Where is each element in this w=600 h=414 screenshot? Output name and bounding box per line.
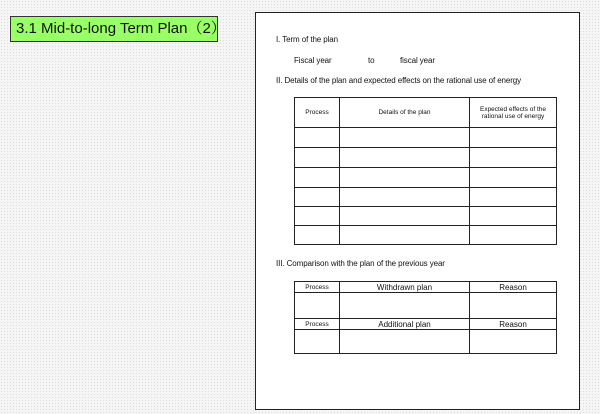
- additional-process-cell[interactable]: [295, 330, 340, 354]
- table-row: [295, 128, 557, 148]
- additional-entry-row: [295, 330, 557, 354]
- comparison-table: [294, 281, 557, 354]
- effects-cell[interactable]: [470, 148, 557, 168]
- table-row: [295, 207, 557, 226]
- table-row: [295, 226, 557, 245]
- form-document: [255, 12, 580, 410]
- additional-reason-header: Reason: [470, 319, 557, 330]
- table-header-row: [295, 98, 557, 128]
- additional-reason-cell[interactable]: [470, 330, 557, 354]
- effects-cell[interactable]: [470, 226, 557, 245]
- additional-plan-header: Additional plan: [340, 319, 470, 330]
- slide-title: 3.1 Mid-to-long Term Plan（2）: [10, 16, 218, 42]
- section-3-heading: III. Comparison with the plan of the previous year: [276, 259, 445, 268]
- to-label: to: [368, 56, 375, 65]
- withdrawn-header-row: [295, 282, 557, 293]
- effects-cell[interactable]: [470, 168, 557, 188]
- withdrawn-process-header: Process: [295, 282, 340, 293]
- withdrawn-plan-header: Withdrawn plan: [340, 282, 470, 293]
- withdrawn-reason-header: Reason: [470, 282, 557, 293]
- effects-cell[interactable]: [470, 188, 557, 207]
- table-row: [295, 148, 557, 168]
- details-cell[interactable]: [340, 188, 470, 207]
- section-1-heading: I. Term of the plan: [276, 35, 338, 44]
- process-cell[interactable]: [295, 168, 340, 188]
- header-process: Process: [295, 98, 340, 128]
- header-details: Details of the plan: [340, 98, 470, 128]
- withdrawn-reason-cell[interactable]: [470, 293, 557, 319]
- table-row: [295, 188, 557, 207]
- process-cell[interactable]: [295, 207, 340, 226]
- additional-header-row: [295, 319, 557, 330]
- effects-cell[interactable]: [470, 128, 557, 148]
- plan-details-table: [294, 97, 557, 245]
- process-cell[interactable]: [295, 128, 340, 148]
- fiscal-year-label: Fiscal year: [294, 56, 332, 65]
- additional-plan-cell[interactable]: [340, 330, 470, 354]
- effects-cell[interactable]: [470, 207, 557, 226]
- withdrawn-process-cell[interactable]: [295, 293, 340, 319]
- process-cell[interactable]: [295, 148, 340, 168]
- details-cell[interactable]: [340, 226, 470, 245]
- section-2-heading: II. Details of the plan and expected effects on the rational use of energy: [276, 76, 522, 85]
- process-cell[interactable]: [295, 188, 340, 207]
- fiscal-year-label-end: fiscal year: [400, 56, 435, 65]
- process-cell[interactable]: [295, 226, 340, 245]
- withdrawn-plan-cell[interactable]: [340, 293, 470, 319]
- details-cell[interactable]: [340, 207, 470, 226]
- header-expected-effects: Expected effects of the rational use of energy: [470, 98, 557, 128]
- details-cell[interactable]: [340, 168, 470, 188]
- withdrawn-entry-row: [295, 293, 557, 319]
- details-cell[interactable]: [340, 128, 470, 148]
- table-row: [295, 168, 557, 188]
- additional-process-header: Process: [295, 319, 340, 330]
- details-cell[interactable]: [340, 148, 470, 168]
